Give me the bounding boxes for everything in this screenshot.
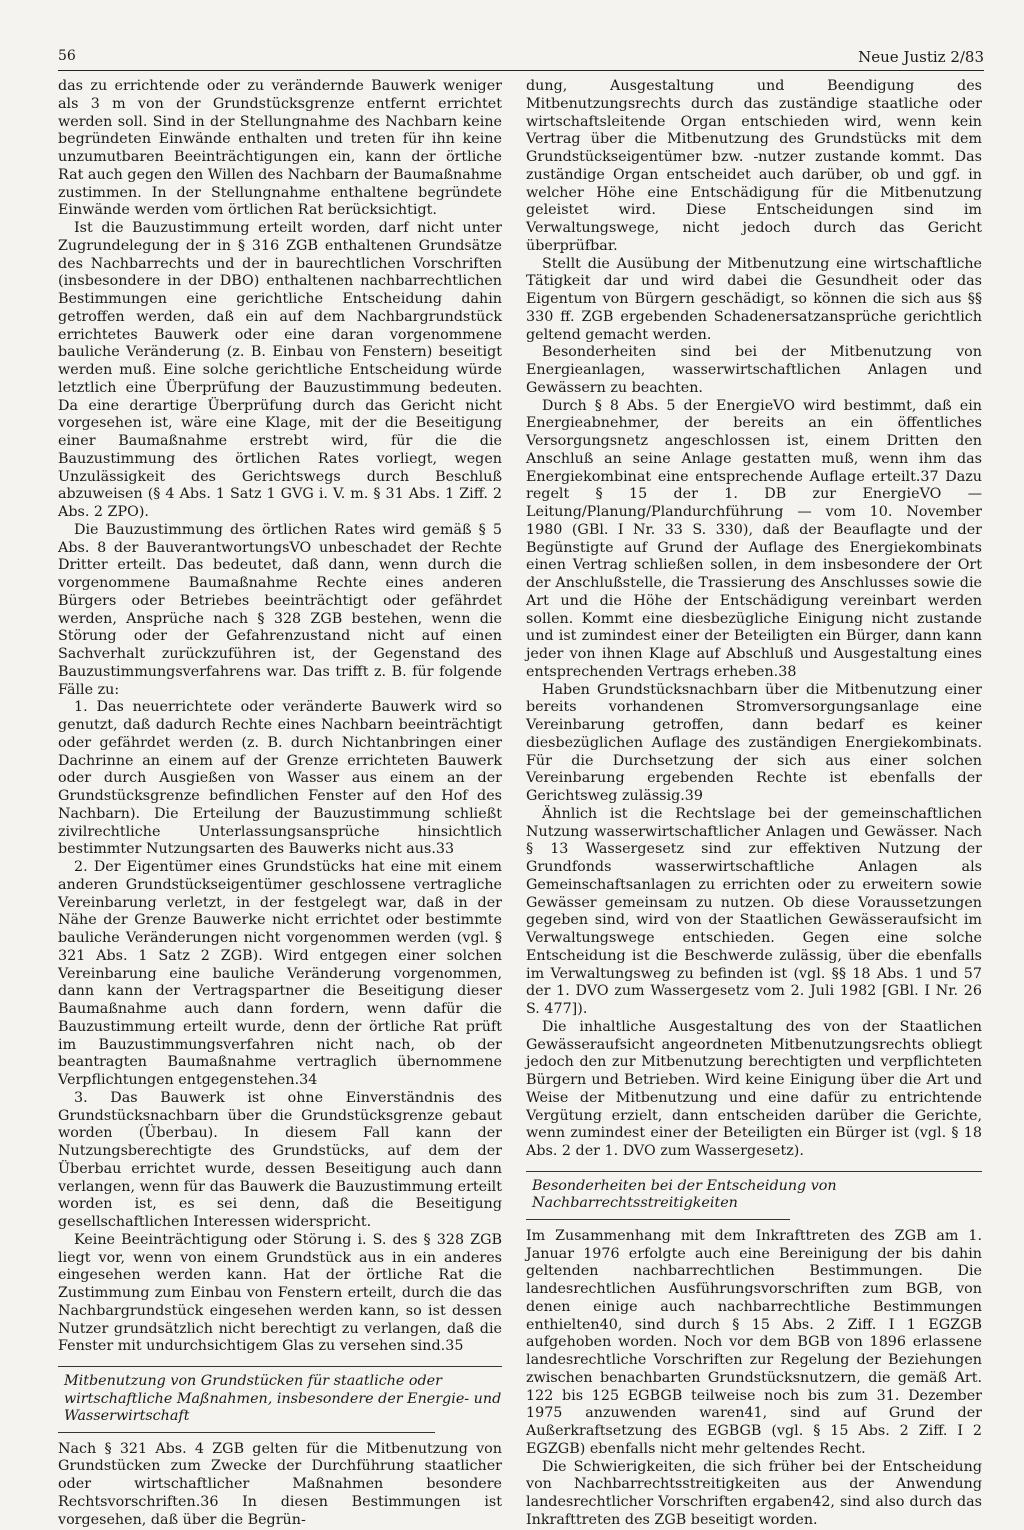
- list-item: 1. Das neuerrichtete oder veränderte Bauwerk wird so genutzt, daß dadurch Rechte eines Nachbarn beeinträchtigt oder gefährdet werden (z. B. durch Nichtanbringen einer Dachrinne an einem auf der Grenze errichteten Bauwerk oder durch Ausgießen von Wasser aus einem an der Grundstücksgrenze befindlichen Fenster auf den Hof des Nachbarn). Die Erteilung der Bauzustimmung schließt zivilrechtliche Unterlassungsansprüche hinsichtlich bestimmter Nutzungsarten des Bauwerks nicht aus.33: [58, 699, 502, 858]
- journal-title: Neue Justiz 2/83: [858, 48, 984, 66]
- left-column: [58, 78, 502, 1529]
- paragraph: Stellt die Ausübung der Mitbenutzung eine wirtschaftliche Tätigkeit dar und wird dabei die Gesundheit oder das Eigentum von Bürgern geschädigt, so können die sich aus §§ 330 ff. ZGB ergebenden Schadenersatzansprüche gerichtlich geltend gemacht werden.: [526, 255, 982, 343]
- right-column: [526, 78, 982, 1530]
- paragraph: das zu errichtende oder zu verändernde Bauwerk weniger als 3 m von der Grundstücksgrenze entfernt errichtet werden soll. Sind in der Stellungnahme des Nachbarn keine begründeten Einwände enthalten und treten für ihn keine unzumutbaren Beeinträchtigungen ein, kann der örtliche Rat auch gegen den Willen des Nachbarn der Baumaßnahme zustimmen. In der Stellungnahme enthaltene begründete Einwände werden vom örtlichen Rat berücksichtigt.: [58, 78, 502, 219]
- paragraph: Durch § 8 Abs. 5 der EnergieVO wird bestimmt, daß ein Energieabnehmer, der bereits an ein öffentliches Versorgungsnetz angeschlossen ist, einem Dritten den Anschluß an seine Anlage gestatten muß, wenn ihm das Energiekombinat eine entsprechende Auflage erteilt.37 Dazu regelt § 15 der 1. DB zur EnergieVO — Leitung/Planung/Plandurchführung — vom 10. November 1980 (GBl. I Nr. 33 S. 330), daß der Beauflagte und der Begünstigte auf Grund der Auflage des Energiekombinats einen Vertrag schließen sollen, in dem insbesondere der Ort der Anschlußstelle, die Trassierung des Anschlusses sowie die Art und die Höhe der Entschädigung vereinbart werden sollen. Kommt eine diesbezügliche Einigung nicht zustande und ist zumindest einer der Beteiligten ein Bürger, dann kann jeder von ihnen Klage auf Abschluß und Ausgestaltung eines entsprechenden Vertrags erheben.38: [526, 397, 982, 680]
- paragraph: Keine Beeinträchtigung oder Störung i. S. des § 328 ZGB liegt vor, wenn von einem Grundstück aus in ein anderes eingesehen werden kann. Hat der örtliche Rat die Zustimmung zum Einbau von Fenstern erteilt, durch die das Nachbargrundstück eingesehen werden kann, so ist dessen Nutzer grundsätzlich nicht berechtigt zu verlangen, daß die Fenster mit undurchsichtigem Glas zu versehen sind.35: [58, 1231, 502, 1355]
- paragraph: Die Schwierigkeiten, die sich früher bei der Entscheidung von Nachbarrechtsstreitigkeiten aus der Anwendung landesrechtlicher Vorschriften ergaben42, sind also durch das Inkrafttreten des ZGB beseitigt worden.: [526, 1458, 982, 1528]
- section-heading: Besonderheiten bei der Entscheidung von Nachbarrechtsstreitigkeiten: [532, 1177, 837, 1212]
- section-heading-block: [526, 1171, 982, 1220]
- section-underline: [58, 1432, 435, 1433]
- section-rule: [58, 1366, 502, 1367]
- list-item: 2. Der Eigentümer eines Grundstücks hat eine mit einem anderen Grundstückseigentümer geschlossene vertragliche Vereinbarung verletzt, in der festgelegt war, daß in der Nähe der Grenze Bauwerke nicht errichtet oder bestimmte bauliche Veränderungen nicht vorgenommen werden (vgl. § 321 Abs. 1 Satz 2 ZGB). Wird entgegen einer solchen Vereinbarung eine bauliche Veränderung vorgenommen, dann kann der Vertragspartner die Beseitigung dieser Baumaßnahme auch dann fordern, wenn dafür die Bauzustimmung erteilt wurde, denn der örtliche Rat prüft im Bauzustimmungsverfahren nicht nach, ob der beantragten Baumaßnahme vertraglich übernommene Verpflichtungen entgegenstehen.34: [58, 859, 502, 1088]
- paragraph: Haben Grundstücksnachbarn über die Mitbenutzung einer bereits vorhandenen Stromversorgungsanlage eine Vereinbarung getroffen, dann bedarf es keiner diesbezüglichen Auflage des zuständigen Energiekombinats. Für die Durchsetzung der sich aus einer solchen Vereinbarung ergebenden Rechte ist ebenfalls der Gerichtsweg zulässig.39: [526, 681, 982, 804]
- section-heading-block: [58, 1366, 502, 1433]
- paragraph: Ist die Bauzustimmung erteilt worden, darf nicht unter Zugrundelegung der in § 316 ZGB enthaltenen Grundsätze des Nachbarrechts und der in baurechtlichen Vorschriften (insbesondere in der DBO) enthaltenen nachbarrechtlichen Bestimmungen eine gerichtliche Entscheidung dahin getroffen werden, daß ein auf dem Nachbargrundstück errichtetes Bauwerk oder eine daran vorgenommene bauliche Veränderung (z. B. Einbau von Fenstern) beseitigt werden muß. Eine solche gerichtliche Entscheidung würde letztlich eine Überprüfung der Bauzustimmung bedeuten. Da eine derartige Überprüfung durch das Gericht nicht vorgesehen ist, wäre eine Klage, mit der die Beseitigung einer Baumaßnahme erstrebt wird, für die die Bauzustimmung des örtlichen Rates vorliegt, wegen Unzulässigkeit des Gerichtswegs durch Beschluß abzuweisen (§ 4 Abs. 1 Satz 1 GVG i. V. m. § 31 Abs. 1 Ziff. 2 Abs. 2 ZPO).: [58, 220, 502, 520]
- page-number: 56: [58, 48, 76, 64]
- section-heading: Mitbenutzung von Grundstücken für staatliche oder wirtschaftliche Maßnahmen, insbesondere der Energie- und Wasserwirtschaft: [64, 1373, 502, 1424]
- paragraph: Die Bauzustimmung des örtlichen Rates wird gemäß § 5 Abs. 8 der BauverantwortungsVO unbeschadet der Rechte Dritter erteilt. Das bedeutet, daß dann, wenn durch die vorgenommene Baumaßnahme Rechte eines anderen Bürgers oder Betriebes beeinträchtigt oder gefährdet werden, Ansprüche nach § 328 ZGB bestehen, wenn die Störung oder der Gefahrenzustand nicht auf einen Sachverhalt zurückzuführen ist, der Gegenstand des Bauzustimmungsverfahrens war. Das trifft z. B. für folgende Fälle zu:: [58, 521, 502, 698]
- paragraph: Besonderheiten sind bei der Mitbenutzung von Energieanlagen, wasserwirtschaftlichen Anlagen und Gewässern zu beachten.: [526, 344, 982, 396]
- paragraph: Nach § 321 Abs. 4 ZGB gelten für die Mitbenutzung von Grundstücken zum Zwecke der Durchführung staatlicher oder wirtschaftlicher Maßnahmen besondere Rechtsvorschriften.36 In diesen Bestimmungen ist vorgesehen, daß über die Begrün-: [58, 1440, 502, 1528]
- header-rule: [58, 70, 984, 71]
- paragraph: Im Zusammenhang mit dem Inkrafttreten des ZGB am 1. Januar 1976 erfolgte auch eine Bereinigung der bis dahin geltenden nachbarrechtlichen Bestimmungen. Die landesrechtlichen Ausführungsvorschriften zum BGB, von denen einige auch nachbarrechtliche Bestimmungen enthielten40, sind durch § 15 Abs. 2 Ziff. I 1 EGZGB aufgehoben worden. Noch vor dem BGB von 1896 erlassene landesrechtliche Vorschriften zur Regelung der Beziehungen zwischen benachbarten Grundstücksnutzern, die gemäß Art. 122 bis 125 EGBGB teilweise noch bis zum 31. Dezember 1975 anzuwenden waren41, sind auf Grund der Außerkraftsetzung des EGBGB (vgl. § 15 Abs. 2 Ziff. I 2 EGZGB) ebenfalls nicht mehr geltendes Recht.: [526, 1227, 982, 1457]
- paragraph: Die inhaltliche Ausgestaltung des von der Staatlichen Gewässeraufsicht angeordneten Mitbenutzungsrechts obliegt jedoch den zur Mitbenutzung berechtigten und verpflichteten Bürgern und Betrieben. Wird keine Einigung über die Art und Weise der Mitbenutzung und eine dafür zu entrichtende Vergütung erzielt, dann entscheiden darüber die Gerichte, wenn zumindest einer der Beteiligten ein Bürger ist (vgl. § 18 Abs. 2 der 1. DVO zum Wassergesetz).: [526, 1018, 982, 1159]
- paragraph: dung, Ausgestaltung und Beendigung des Mitbenutzungsrechts durch das zuständige staatliche oder wirtschaftsleitende Organ entschieden wird, wenn kein Vertrag über die Mitbenutzung des Grundstücks mit dem Grundstückseigentümer bzw. -nutzer zustande kommt. Das zuständige Organ entscheidet auch darüber, ob und ggf. in welcher Höhe eine Entschädigung für die Mitbenutzung geleistet wird. Diese Entscheidungen sind im Verwaltungswege, nicht jedoch durch das Gericht überprüfbar.: [526, 78, 982, 254]
- section-rule: [526, 1171, 982, 1172]
- section-underline: [526, 1219, 790, 1220]
- paragraph: Ähnlich ist die Rechtslage bei der gemeinschaftlichen Nutzung wasserwirtschaftlicher Anlagen und Gewässer. Nach § 13 Wassergesetz sind zur effektiven Nutzung der Grundfonds wasserwirtschaftliche Anlagen als Gemeinschaftsanlagen zu errichten oder zu erweitern sowie Gewässer gemeinsam zu nutzen. Ob diese Voraussetzungen gegeben sind, wird von der Staatlichen Gewässeraufsicht im Verwaltungswege entschieden. Gegen eine solche Entscheidung ist die Beschwerde zulässig, über die ebenfalls im Verwaltungsweg zu befinden ist (vgl. §§ 18 Abs. 1 und 57 der 1. DVO zum Wassergesetz vom 2. Juli 1982 [GBl. I Nr. 26 S. 477]).: [526, 805, 982, 1017]
- list-item: 3. Das Bauwerk ist ohne Einverständnis des Grundstücksnachbarn über die Grundstücksgrenze gebaut worden (Überbau). In diesem Fall kann der Nutzungsberechtigte des Grundstücks, auf dem der Überbau errichtet wurde, dessen Beseitigung auch dann verlangen, wenn für das Bauwerk die Bauzustimmung erteilt worden ist, es sei denn, daß die Beseitigung gesellschaftlichen Interessen widerspricht.: [58, 1089, 502, 1230]
